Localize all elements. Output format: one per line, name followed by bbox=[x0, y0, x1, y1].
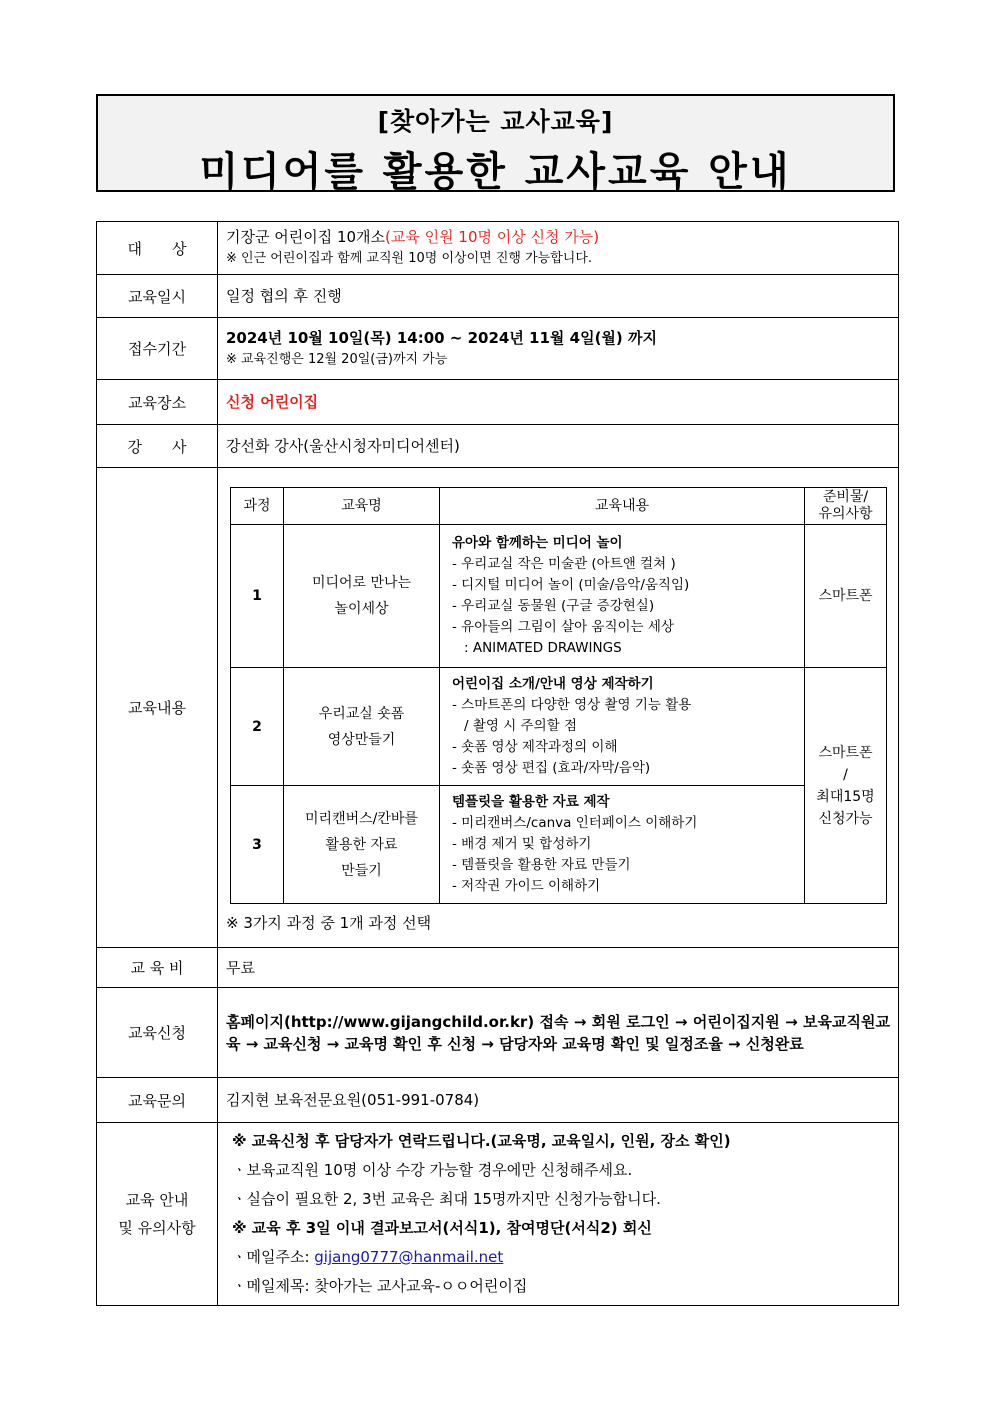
date-text: 일정 협의 후 진행 bbox=[218, 275, 899, 318]
row-content bbox=[97, 468, 899, 948]
label-apply: 교육신청 bbox=[97, 988, 218, 1078]
course-row bbox=[231, 786, 887, 904]
row-fee bbox=[97, 948, 899, 988]
fee-text: 무료 bbox=[218, 948, 899, 988]
mail-label: ㆍ메일주소: bbox=[232, 1248, 315, 1266]
course-num: 3 bbox=[231, 786, 284, 904]
course-num: 2 bbox=[231, 668, 284, 786]
col-course: 과정 bbox=[231, 488, 284, 525]
course-note: ※ 3가지 과정 중 1개 과정 선택 bbox=[226, 914, 432, 932]
row-guide bbox=[97, 1123, 899, 1306]
guide-line: ㆍ보육교직원 10명 이상 수강 가능할 경우에만 신청해주세요. bbox=[232, 1161, 633, 1179]
guide-line: ㆍ메일제목: 찾아가는 교사교육-ㅇㅇ어린이집 bbox=[232, 1277, 528, 1295]
label-place: 교육장소 bbox=[97, 380, 218, 425]
label-target: 대 상 bbox=[97, 222, 218, 275]
course-detail: 유아와 함께하는 미디어 놀이 - 우리교실 작은 미술관 (아트앤 컬쳐 ) - 디지털 미디어 놀이 (미술/음악/움직임) - 우리교실 동물원 (구글 증강현실) - 유아들의 그림이 살아 움직이는 세상 : ANIMATED DRAWINGS bbox=[440, 525, 805, 668]
mail-link[interactable]: gijang0777@hanmail.net bbox=[314, 1248, 504, 1266]
course-row bbox=[231, 668, 887, 786]
apply-text: 홈페이지(http://www.gijangchild.or.kr) 접속 → 회원 로그인 → 어린이집지원 → 보육교직원교육 → 교육신청 → 교육명 확인 후 신청 → 담당자와 교육명 확인 및 일정조율 → 신청완료 bbox=[218, 988, 899, 1078]
col-prep: 준비물/ 유의사항 bbox=[805, 488, 887, 525]
course-detail: 어린이집 소개/안내 영상 제작하기 - 스마트폰의 다양한 영상 촬영 기능 활용 / 촬영 시 주의할 점 - 숏폼 영상 제작과정의 이해 - 숏폼 영상 편집 (효과/자막/음악) bbox=[440, 668, 805, 786]
label-fee: 교 육 비 bbox=[97, 948, 218, 988]
place-text: 신청 어린이집 bbox=[218, 380, 899, 425]
target-text: 기장군 어린이집 10개소 bbox=[226, 228, 386, 246]
target-note: ※ 인근 어린이집과 함께 교직원 10명 이상이면 진행 가능합니다. bbox=[226, 251, 593, 266]
row-instructor bbox=[97, 425, 899, 468]
label-inquiry: 교육문의 bbox=[97, 1078, 218, 1123]
inquiry-text: 김지현 보육전문요원(051-991-0784) bbox=[218, 1078, 899, 1123]
col-name: 교육명 bbox=[284, 488, 440, 525]
course-name: 미리캔버스/칸바를 활용한 자료 만들기 bbox=[284, 786, 440, 904]
row-place bbox=[97, 380, 899, 425]
target-highlight: (교육 인원 10명 이상 신청 가능) bbox=[385, 228, 600, 246]
row-target bbox=[97, 222, 899, 275]
guide-line: ※ 교육 후 3일 이내 결과보고서(서식1), 참여명단(서식2) 회신 bbox=[232, 1219, 652, 1237]
instructor-text: 강선화 강사(울산시청자미디어센터) bbox=[218, 425, 899, 468]
row-period bbox=[97, 318, 899, 380]
info-table bbox=[96, 221, 899, 1306]
label-instructor: 강 사 bbox=[97, 425, 218, 468]
label-guide: 교육 안내 및 유의사항 bbox=[97, 1123, 218, 1306]
period-text: 2024년 10월 10일(목) 14:00 ~ 2024년 11월 4일(월) 까지 bbox=[226, 328, 657, 347]
guide-line: ※ 교육신청 후 담당자가 연락드립니다.(교육명, 교육일시, 인원, 장소 확인) bbox=[232, 1132, 731, 1150]
course-name: 미디어로 만나는 놀이세상 bbox=[284, 525, 440, 668]
course-prep: 스마트폰 / 최대15명 신청가능 bbox=[805, 668, 887, 904]
label-date: 교육일시 bbox=[97, 275, 218, 318]
title-box bbox=[96, 94, 895, 195]
page-subtitle: [찾아가는 교사교육] bbox=[377, 107, 614, 136]
course-prep: 스마트폰 bbox=[805, 525, 887, 668]
page-title: 미디어를 활용한 교사교육 안내 bbox=[199, 149, 792, 195]
col-detail: 교육내용 bbox=[440, 488, 805, 525]
guide-line: ㆍ실습이 필요한 2, 3번 교육은 최대 15명까지만 신청가능합니다. bbox=[232, 1190, 661, 1208]
row-inquiry bbox=[97, 1078, 899, 1123]
row-date bbox=[97, 275, 899, 318]
period-note: ※ 교육진행은 12월 20일(금)까지 가능 bbox=[226, 351, 448, 367]
label-period: 접수기간 bbox=[97, 318, 218, 380]
row-apply bbox=[97, 988, 899, 1078]
course-table bbox=[230, 487, 887, 904]
course-num: 1 bbox=[231, 525, 284, 668]
course-row bbox=[231, 525, 887, 668]
course-detail: 템플릿을 활용한 자료 제작 - 미리캔버스/canva 인터페이스 이해하기 - 배경 제거 및 합성하기 - 템플릿을 활용한 자료 만들기 - 저작권 가이드 이해하기 bbox=[440, 786, 805, 904]
course-name: 우리교실 숏폼 영상만들기 bbox=[284, 668, 440, 786]
label-content: 교육내용 bbox=[97, 468, 218, 948]
